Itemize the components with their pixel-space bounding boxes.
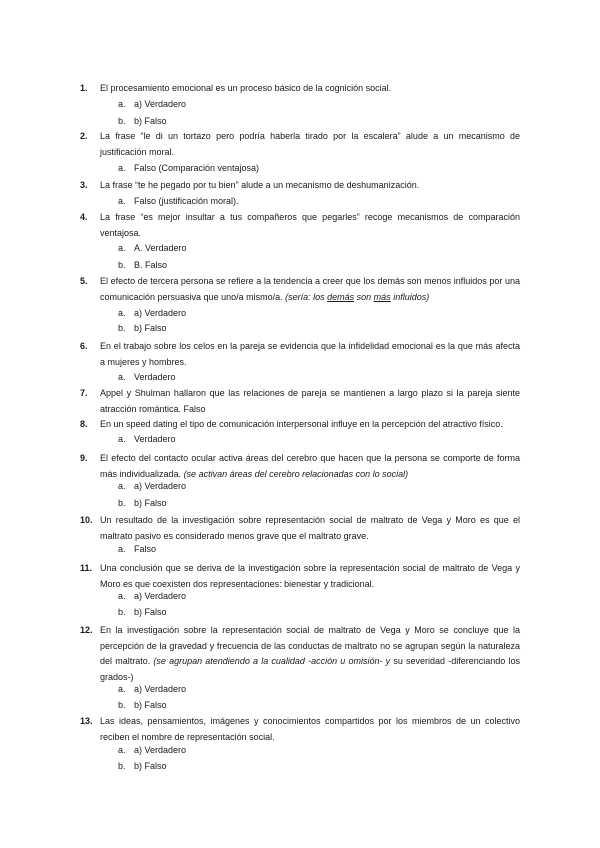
answer-note: (se activan áreas del cerebro relacionadas con lo social): [183, 468, 409, 479]
option-letter: a.: [118, 308, 126, 318]
option: [118, 543, 156, 555]
question-6: [80, 339, 520, 370]
question-text: [100, 451, 520, 482]
option-letter: b.: [118, 260, 126, 270]
question-text: Una conclusión que se deriva de la investigación sobre la representación social de maltrato de Vega y Moro es que coexisten dos representaciones: bienestar y tradicional.: [100, 563, 520, 589]
question-4: [80, 210, 520, 241]
option: [118, 242, 187, 254]
question-text: Un resultado de la investigación sobre representación social de maltrato de Vega y Moro es que el maltrato pasivo es considerado menos grave que el maltrato grave.: [100, 515, 520, 541]
question-body: El efecto del contacto ocular activa áreas del cerebro que hacen que la persona se comporte de forma más individualizada.: [100, 453, 520, 479]
question-number: 7.: [80, 388, 88, 398]
question-text: Appel y Shulman hallaron que las relaciones de pareja se mantienen a largo plazo si la pareja siente atracción romántica. Falso: [100, 388, 520, 414]
question-text: [100, 274, 520, 305]
option-text: b) Falso: [134, 498, 167, 508]
question-10: [80, 513, 520, 544]
option-text: Falso (Comparación ventajosa): [134, 163, 260, 173]
option-text: b) Falso: [134, 700, 167, 710]
question-body: En la investigación sobre la representación social de maltrato de Vega y Moro se concluye que la percepción de la gravedad y frecuencia de las conductas de maltrato no se agrupan según la naturaleza del maltrato.: [100, 625, 520, 666]
option-letter: a.: [118, 745, 126, 755]
option: [118, 606, 167, 618]
question-number: 4.: [80, 212, 88, 222]
option-letter: a.: [118, 99, 126, 109]
option-letter: b.: [118, 761, 126, 771]
question-number: 1.: [80, 83, 88, 93]
option: [118, 259, 167, 271]
option: [118, 371, 176, 383]
option: [118, 760, 167, 772]
note-part: influidos): [390, 291, 430, 302]
option: [118, 98, 186, 110]
note-part: (sería: los: [285, 291, 328, 302]
option-text: a) Verdadero: [134, 745, 187, 755]
question-9: [80, 451, 520, 482]
note-part: son: [354, 291, 374, 302]
option-text: B. Falso: [134, 260, 168, 270]
option: [118, 162, 259, 174]
option-text: b) Falso: [134, 761, 167, 771]
option-letter: a.: [118, 591, 126, 601]
option: [118, 699, 167, 711]
option-text: b) Falso: [134, 323, 167, 333]
question-text: Las ideas, pensamientos, imágenes y conocimientos compartidos por los miembros de un colectivo reciben el nombre de representación social.: [100, 716, 520, 742]
question-13: [80, 714, 520, 745]
option: [118, 195, 239, 207]
question-5: [80, 274, 520, 305]
option-text: Falso (justificación moral).: [134, 196, 239, 206]
question-body: El efecto de tercera persona se refiere a la tendencia a creer que los demás son menos influidos por una comunicación persuasiva que uno/a mismo/a.: [100, 276, 520, 302]
option-text: a) Verdadero: [134, 308, 187, 318]
question-12: [80, 623, 520, 685]
option-letter: a.: [118, 684, 126, 694]
question-2: [80, 129, 520, 160]
option-letter: a.: [118, 372, 126, 382]
option-text: Falso: [134, 544, 157, 554]
option-text: b) Falso: [134, 607, 167, 617]
option-letter: a.: [118, 481, 126, 491]
answer-note: (se agrupan atendiendo a la cualidad -acción u omisión- y: [153, 656, 391, 666]
option-text: a) Verdadero: [134, 481, 187, 491]
question-number: 8.: [80, 419, 88, 429]
option: [118, 683, 186, 695]
question-text: El procesamiento emocional es un proceso básico de la cognición social.: [100, 83, 392, 93]
question-text: La frase “es mejor insultar a tus compañeros que pegarles” recoge mecanismos de comparación ventajosa.: [100, 212, 520, 238]
question-11: [80, 561, 520, 592]
question-number: 12.: [80, 625, 93, 635]
answer-note-tail: su severidad -diferenciando los grados-): [100, 656, 520, 682]
option-letter: a.: [118, 163, 126, 173]
option-text: Verdadero: [134, 434, 176, 444]
option-text: Verdadero: [134, 372, 176, 382]
option-text: a) Verdadero: [134, 99, 187, 109]
option-letter: a.: [118, 544, 126, 554]
question-text: La frase “te he pegado por tu bien” alude a un mecanismo de deshumanización.: [100, 180, 420, 190]
option-text: a) Verdadero: [134, 591, 187, 601]
option-letter: a.: [118, 243, 126, 253]
question-number: 11.: [80, 563, 93, 573]
question-number: 10.: [80, 515, 93, 525]
question-number: 6.: [80, 341, 88, 351]
option: [118, 322, 167, 334]
option-letter: b.: [118, 498, 126, 508]
option: [118, 497, 167, 509]
question-text: En el trabajo sobre los celos en la pareja se evidencia que la infidelidad emocional es la que más afecta a mujeres y hombres.: [100, 341, 520, 367]
question-number: 3.: [80, 180, 88, 190]
option-text: b) Falso: [134, 116, 167, 126]
option-letter: a.: [118, 196, 126, 206]
question-8: [80, 417, 520, 433]
question-number: 2.: [80, 131, 88, 141]
question-3: [80, 178, 520, 194]
note-underlined: más: [373, 291, 391, 302]
option: [118, 480, 186, 492]
note-underlined: demás: [327, 291, 355, 302]
option: [118, 433, 176, 445]
question-number: 5.: [80, 276, 88, 286]
question-text: La frase “le di un tortazo pero podría haberla tirado por la escalera” alude a un mecanismo de justificación moral.: [100, 131, 520, 157]
question-7: [80, 386, 520, 417]
option-letter: b.: [118, 323, 126, 333]
question-1: [80, 81, 520, 97]
option-text: a) Verdadero: [134, 684, 187, 694]
option: [118, 115, 167, 127]
option-letter: b.: [118, 116, 126, 126]
question-number: 9.: [80, 453, 88, 463]
option: [118, 307, 186, 319]
option: [118, 590, 186, 602]
option-letter: b.: [118, 700, 126, 710]
question-text: En un speed dating el tipo de comunicación interpersonal influye en la percepción del atractivo físico.: [100, 419, 503, 429]
option-letter: b.: [118, 607, 126, 617]
question-text: [100, 623, 520, 685]
option-text: A. Verdadero: [134, 243, 187, 253]
question-number: 13.: [80, 716, 93, 726]
option-letter: a.: [118, 434, 126, 444]
answer-note: [285, 292, 429, 302]
option: [118, 744, 186, 756]
